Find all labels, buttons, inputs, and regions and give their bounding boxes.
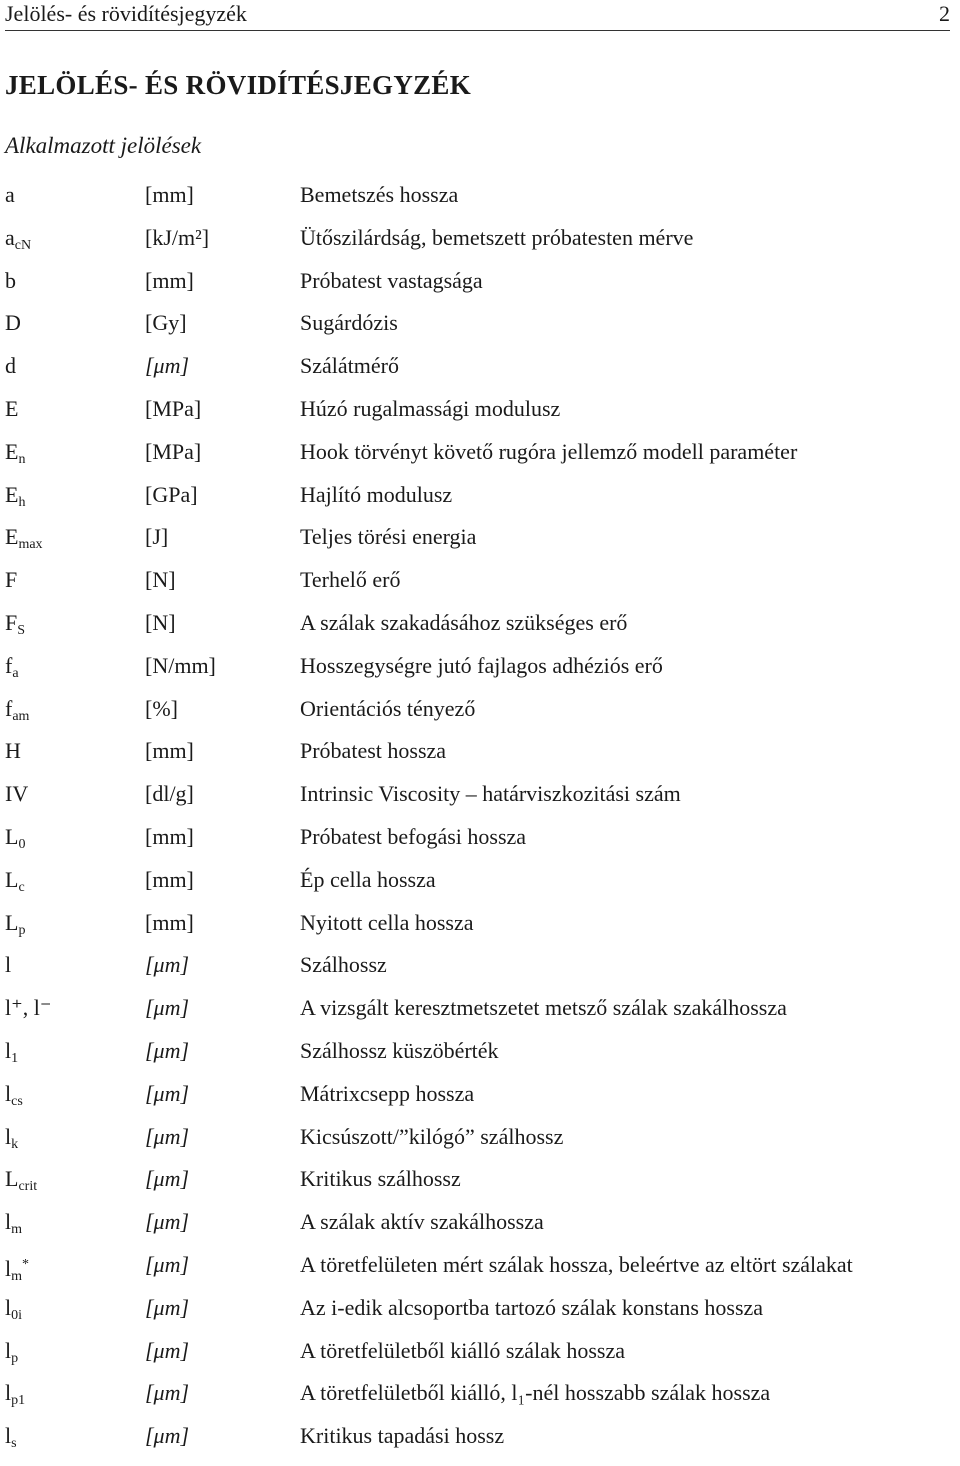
symbol-base: L [5,1166,19,1192]
symbol-base: l [5,952,12,978]
description: Sugárdózis [300,310,398,336]
symbol [5,388,18,431]
symbol-subscript: S [17,622,26,638]
symbol-subscript: 1 [11,1050,19,1066]
description: Hajlító modulusz [300,481,453,507]
symbol-subscript: 0i [11,1307,23,1323]
unit: [mm] [145,823,194,849]
symbol-subscript: a [12,665,19,681]
unit: [N] [145,609,176,635]
symbol-base: L [5,909,19,935]
unit: [μm] [145,1123,190,1149]
symbol-subscript: cs [11,1093,23,1109]
description: A szálak szakadásához szükséges erő [300,609,628,635]
unit: [N] [145,567,176,593]
symbol-subscript: c [18,879,25,895]
description: Próbatest hossza [300,738,447,764]
page-header [5,0,950,31]
symbol-row [5,260,950,303]
symbol-base: l [5,1337,12,1363]
description: Terhelő erő [300,567,401,593]
description: Hosszegységre jutó fajlagos adhéziós erő [300,652,663,678]
symbol-row [5,773,950,816]
unit: [MPa] [145,438,202,464]
symbol-row [5,1030,950,1073]
symbol [5,987,51,1030]
symbol-base: l [5,1123,12,1149]
description: A töretfelületből kiálló szálak hossza [300,1337,626,1363]
symbol-subscript: crit [18,1179,38,1195]
description: Húzó rugalmassági modulusz [300,395,561,421]
description: Orientációs tényező [300,695,476,721]
symbol-base: d [5,353,16,379]
symbol-row [5,1330,950,1373]
symbol-row [5,1073,950,1116]
description: A töretfelületen mért szálak hossza, beleértve az eltört szálakat [300,1251,853,1277]
description: Kritikus szálhossz [300,1166,461,1192]
symbol-base: l [5,1294,12,1320]
symbol [5,260,16,303]
symbol-subscript: p [11,1350,19,1366]
symbol-row [5,1415,950,1458]
unit: [μm] [145,1423,190,1449]
unit: [μm] [145,1037,190,1063]
symbol-base: H [5,738,21,764]
section-title: JELÖLÉS- ÉS RÖVIDÍTÉSJEGYZÉK [5,70,472,100]
description: A szálak aktív szakálhossza [300,1209,544,1235]
unit: [μm] [145,995,190,1021]
symbol-row [5,1287,950,1330]
unit: [μm] [145,1337,190,1363]
unit: [μm] [145,1080,190,1106]
symbol-base: f [5,652,13,678]
description: Intrinsic Viscosity – határviszkozitási szám [300,781,681,807]
symbol-row [5,1201,950,1244]
symbol-row [5,816,950,859]
description: Szálhossz [300,952,387,978]
symbol-row [5,174,950,217]
symbol-row [5,1116,950,1159]
symbol-row [5,516,950,559]
symbol-base: f [5,695,13,721]
symbol-row [5,688,950,731]
symbol-row [5,602,950,645]
description: Bemetszés hossza [300,182,459,207]
page-number: 2 [939,1,950,26]
symbol-superscript: * [22,1256,30,1272]
unit: [μm] [145,353,190,379]
symbol-base: l [5,1037,12,1063]
symbol-base: b [5,267,16,293]
symbol-subscript: p [18,922,26,938]
description: Szálhossz küszöbérték [300,1037,499,1063]
description: Hook törvényt követő rugóra jellemző modell paraméter [300,438,798,464]
symbol-base: E [5,395,19,421]
symbol-row [5,302,950,345]
symbol-base: l [5,1423,12,1449]
symbol-base: F [5,609,18,635]
symbol-subscript: n [18,451,26,467]
symbol [5,559,17,602]
description: Mátrixcsepp hossza [300,1080,475,1106]
symbol-row [5,559,950,602]
symbol-base: L [5,866,19,892]
symbol-base: E [5,481,19,507]
symbol-subscript: s [11,1436,17,1452]
symbol-base: E [5,524,19,550]
unit: [μm] [145,1380,190,1406]
unit: [μm] [145,1166,190,1192]
symbol [5,1415,17,1466]
symbol-base: l [5,1209,12,1235]
header-title: Jelölés- és rövidítésjegyzék [5,1,247,26]
symbol-base: l⁺, l⁻ [5,995,52,1021]
symbol-base: F [5,567,18,593]
unit: [mm] [145,267,194,293]
unit: [μm] [145,1209,190,1235]
symbol [5,302,21,345]
unit: [μm] [145,1251,190,1277]
symbol-subscript: p1 [11,1393,26,1409]
description: Nyitott cella hossza [300,909,474,935]
symbol [5,730,21,773]
symbol-row [5,217,950,260]
description: A töretfelületből kiálló, l₁-nél hosszabb szálak hossza [300,1380,771,1406]
symbol-row [5,1372,950,1415]
unit: [MPa] [145,395,202,421]
section-subtitle: Alkalmazott jelölések [5,133,202,158]
symbol-row [5,431,950,474]
description: Ép cella hossza [300,866,436,892]
symbol-base: L [5,823,19,849]
unit: [kJ/m²] [145,224,210,250]
symbol-base: a [5,224,15,250]
symbol-row [5,902,950,945]
description: Szálátmérő [300,353,399,379]
symbol-subscript: h [18,494,26,510]
symbol-base: a [5,182,15,207]
unit: [mm] [145,182,194,207]
symbol-row [5,730,950,773]
unit: [mm] [145,909,194,935]
symbol-row [5,645,950,688]
symbol [5,944,11,987]
symbol-subscript: m [11,1268,23,1284]
unit: [GPa] [145,481,198,507]
unit: [mm] [145,866,194,892]
symbol-base: l [5,1380,12,1406]
symbol-row [5,345,950,388]
symbol-row [5,859,950,902]
symbol-row [5,1244,950,1287]
description: Próbatest befogási hossza [300,823,527,849]
symbol-base: E [5,438,19,464]
unit: [Gy] [145,310,187,336]
symbol-subscript: m [11,1222,23,1238]
symbol-row [5,987,950,1030]
description: Ütőszilárdság, bemetszett próbatesten mérve [300,224,694,250]
unit: [N/mm] [145,652,216,678]
symbol-row [5,944,950,987]
symbol-base: l [5,1255,12,1281]
description: Az i-edik alcsoportba tartozó szálak konstans hossza [300,1294,764,1320]
symbol-subscript: 0 [18,836,26,852]
unit: [mm] [145,738,194,764]
symbol-row [5,1158,950,1201]
symbol-subscript: cN [14,237,32,253]
unit: [%] [145,695,178,721]
symbol-base: D [5,310,21,336]
unit: [μm] [145,1294,190,1320]
symbol [5,174,15,217]
symbol [5,773,28,816]
symbol [5,345,16,388]
unit: [μm] [145,952,190,978]
description: Kicsúszott/”kilógó” szálhossz [300,1123,564,1149]
symbol-subscript: k [11,1136,19,1152]
symbol-base: l [5,1080,12,1106]
symbol-row [5,474,950,517]
unit: [dl/g] [145,781,194,807]
description: A vizsgált keresztmetszetet metsző szálak szakálhossza [300,995,787,1021]
symbol-subscript: am [12,708,30,724]
description: Kritikus tapadási hossz [300,1423,505,1449]
symbol-row [5,388,950,431]
symbol-list [5,174,950,1458]
unit: [J] [145,524,169,550]
description: Teljes törési energia [300,524,477,550]
symbol-base: IV [5,781,29,807]
description: Próbatest vastagsága [300,267,483,293]
symbol-subscript: max [18,537,43,553]
